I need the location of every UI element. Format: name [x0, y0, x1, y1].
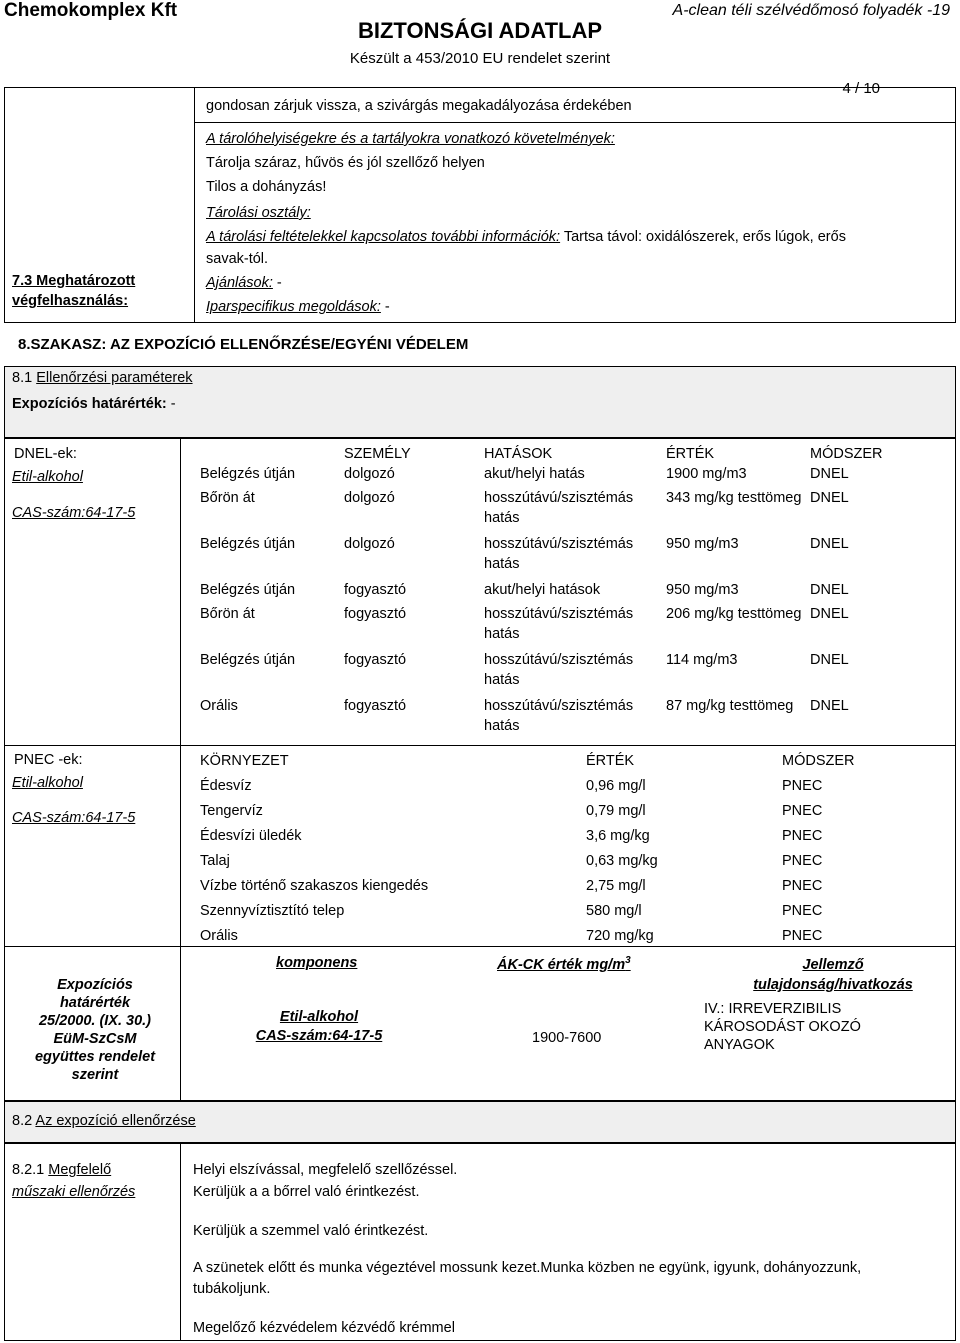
measure-3: Kerüljük a szemmel való érintkezést.: [193, 1223, 429, 1239]
dnel-label: DNEL-ek:: [14, 446, 77, 462]
pnec-header-environment: KÖRNYEZET: [200, 753, 289, 769]
pnec-header-method: MÓDSZER: [782, 753, 855, 769]
section-8-1-text: Ellenőrzési paraméterek: [36, 370, 193, 386]
section-8-2-1-divider: [180, 1143, 181, 1341]
pnec-table: [196, 751, 948, 951]
storage-class-label: Tárolási osztály:: [206, 205, 311, 221]
storage-info-text: Tartsa távol: oxidálószerek, erős lúgok, erős: [560, 229, 846, 245]
storage-info-label: A tárolási feltételekkel kapcsolatos további információk:: [206, 229, 561, 245]
exposure-limit-value: -: [166, 396, 176, 412]
dnel-table: [196, 444, 948, 742]
exposure-limit: [12, 396, 176, 412]
table-row: Bőrön át fogyasztó hosszútávú/szisztémás hatás 206 mg/kg testtömeg DNEL: [200, 606, 849, 642]
section-8-2-1-title-2: műszaki ellenőrzés: [12, 1184, 136, 1200]
exposure-limit-label: Expozíciós határérték:: [12, 396, 167, 412]
table-row: Vízbe történő szakaszos kiengedés 2,75 mg/l PNEC: [200, 878, 823, 894]
section-8-heading: 8.SZAKASZ: AZ EXPOZÍCIÓ ELLENŐRZÉSE/EGYÉNI VÉDELEM: [18, 336, 469, 353]
storage-separator: [194, 122, 956, 123]
table-row: Bőrön át dolgozó hosszútávú/szisztémás hatás 343 mg/kg testtömeg DNEL: [200, 490, 849, 526]
measure-1: Helyi elszívással, megfelelő szellőzéssel.: [193, 1162, 458, 1178]
exposure-note: IV.: IRREVERZIBILIS KÁROSODÁST OKOZÓ ANYAGOK: [704, 1001, 861, 1053]
exposure-col-value: ÁK-CK érték $mg/m^3$: [497, 955, 631, 973]
table-row: Orális 720 mg/kg PNEC: [200, 928, 823, 944]
page-number: 4 / 10: [842, 80, 880, 97]
table-row: Belégzés útján dolgozó hosszútávú/szisztémás hatás 950 mg/m3 DNEL: [200, 536, 849, 572]
section-8-2-title: 8.2 Az expozíció ellenőrzése: [12, 1113, 196, 1129]
dnel-header-value: ÉRTÉK: [666, 446, 715, 462]
dnel-cas: CAS-szám:64-17-5: [12, 505, 136, 521]
dnel-header-method: MÓDSZER: [810, 446, 883, 462]
storage-req-1: Tárolja száraz, hűvös és jól szellőző helyen: [206, 155, 485, 171]
storage-requirements-title: A tárolóhelyiségekre és a tartályokra vonatkozó követelmények:: [206, 131, 615, 147]
table-row: Édesvíz 0,96 mg/l PNEC: [200, 778, 823, 794]
storage-req-2: Tilos a dohányzás!: [206, 179, 327, 195]
exposure-limit-regulation: Expozíciós határérték 25/2000. (IX. 30.) EüM-SzCsM együttes rendelet szerint: [34, 977, 156, 1083]
industry-solutions-label: Iparspecifikus megoldások:: [206, 299, 381, 315]
storage-info-2: savak-tól.: [206, 251, 269, 267]
section-8-1-number: 8.1: [12, 370, 33, 386]
measure-2: Kerüljük a a bőrrel való érintkezést.: [193, 1184, 420, 1200]
exposure-substance: Etil-alkohol CAS-szám:64-17-5: [255, 1009, 383, 1044]
section-8-2-1-box: [4, 1143, 956, 1341]
table-row: Belégzés útján dolgozó akut/helyi hatás 1900 mg/m3 DNEL: [200, 466, 849, 482]
industry-solutions: [206, 299, 390, 315]
document-subtitle: Készült a 453/2010 EU rendelet szerint: [349, 50, 611, 67]
measure-6: Megelőző kézvédelem kézvédő krémmel: [193, 1320, 455, 1336]
table-row: Tengervíz 0,79 mg/l PNEC: [200, 803, 823, 819]
industry-solutions-value: -: [380, 299, 390, 315]
recommendations: [206, 275, 282, 291]
measure-5: tubákoljunk.: [193, 1281, 271, 1297]
exposure-value: 1900-7600: [532, 1030, 602, 1046]
pnec-label: PNEC -ek:: [14, 752, 83, 768]
section-8-2-1-title-1: 8.2.1 Megfelelő: [12, 1162, 112, 1178]
dnel-header-person: SZEMÉLY: [344, 446, 411, 462]
dnel-substance: Etil-alkohol: [12, 469, 83, 485]
pnec-header-row: [196, 751, 948, 776]
table-row: Szennyvíztisztító telep 580 mg/l PNEC: [200, 903, 823, 919]
exposure-col-component: komponens: [276, 955, 358, 971]
recommendations-label: Ajánlások:: [206, 275, 273, 291]
section-7-3-label-2: végfelhasználás:: [12, 293, 129, 309]
pnec-cas: CAS-szám:64-17-5: [12, 810, 136, 826]
product-name: A-clean téli szélvédőmosó folyadék -19: [672, 2, 950, 19]
recommendations-value: -: [272, 275, 282, 291]
table-row: Édesvízi üledék 3,6 mg/kg PNEC: [200, 828, 823, 844]
dnel-header-effects: HATÁSOK: [484, 446, 553, 462]
dnel-pnec-separator: [4, 745, 956, 746]
measure-4: A szünetek előtt és munka végeztével mossunk kezet.Munka közben ne együnk, igyunk, dohányozzunk,: [193, 1260, 862, 1276]
pnec-header-value: ÉRTÉK: [586, 753, 635, 769]
dnel-header-row: [196, 444, 948, 464]
exposure-col-property: Jellemző tulajdonság/hivatkozás: [753, 957, 913, 993]
pnec-substance: Etil-alkohol: [12, 775, 83, 791]
section-7-3-label-1: 7.3 Meghatározott: [12, 273, 136, 289]
company-name: Chemokomplex Kft: [4, 0, 178, 21]
parameters-divider: [180, 438, 181, 1101]
table-row: Belégzés útján fogyasztó akut/helyi hatások 950 mg/m3 DNEL: [200, 582, 849, 598]
table-row: Belégzés útján fogyasztó hosszútávú/szisztémás hatás 114 mg/m3 DNEL: [200, 652, 849, 688]
storage-line-1: gondosan zárjuk vissza, a szivárgás megakadályozása érdekében: [206, 98, 632, 114]
document-title: BIZTONSÁGI ADATLAP: [357, 18, 603, 43]
table-row: Talaj 0,63 mg/kg PNEC: [200, 853, 823, 869]
table-row: Orális fogyasztó hosszútávú/szisztémás hatás 87 mg/kg testtömeg DNEL: [200, 698, 849, 734]
storage-info: [206, 229, 846, 245]
section-8-1-title: [12, 370, 193, 386]
